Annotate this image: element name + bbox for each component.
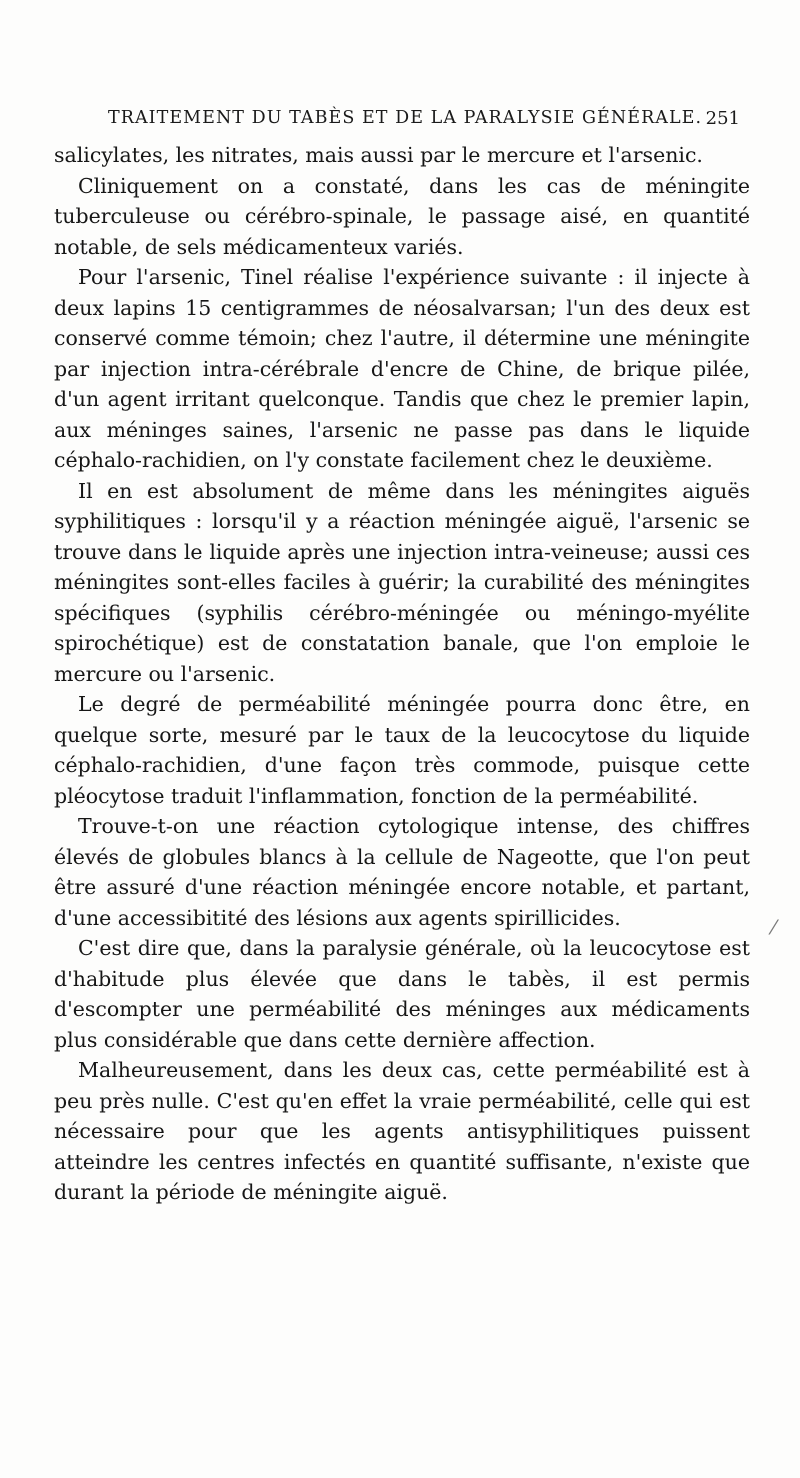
paragraph: Cliniquement on a constaté, dans les cas de méningite tuberculeuse ou cérébro-spinale, le passage aisé, en quantité notable, de sels médicamenteux variés. (54, 173, 750, 259)
body-text (54, 140, 750, 1208)
page-number: 251 (705, 108, 740, 129)
paragraph: Malheureusement, dans les deux cas, cette perméabilité est à peu près nulle. C'est qu'en effet la vraie perméabilité, celle qui est nécessaire pour que les agents antisyphilitiques puissent atteindre les centres infectés en quantité suffisante, n'existe que durant la période de méningite aiguë. (54, 1058, 750, 1204)
paragraph: Trouve-t-on une réaction cytologique intense, des chiffres élevés de globules blancs à la cellule de Nageotte, que l'on peut être assuré d'une réaction méningée encore notable, et partant, d'une accessibitité des lésions aux agents spirillicides. (54, 814, 750, 930)
paragraph-continuation: salicylates, les nitrates, mais aussi par le mercure et l'arsenic. (54, 143, 703, 167)
paragraph: C'est dire que, dans la paralysie générale, où la leucocytose est d'habitude plus élevée que dans le tabès, il est permis d'escompter une perméabilité des méninges aux médicaments plus considérable que dans cette dernière affection. (54, 936, 750, 1052)
running-header (108, 108, 740, 138)
paragraph: Il en est absolument de même dans les méningites aiguës syphilitiques : lorsqu'il y a réaction méningée aiguë, l'arsenic se trouve dans le liquide après une injection intra-veineuse; aussi ces méningites sont-elles faciles à guérir; la curabilité des méningites spécifiques (syphilis cérébro-méningée ou méningo-myélite spirochétique) est de constatation banale, que l'on emploie le mercure ou l'arsenic. (54, 478, 750, 686)
paragraph: Le degré de perméabilité méningée pourra donc être, en quelque sorte, mesuré par le taux de la leucocytose du liquide céphalo-rachidien, d'une façon très commode, puisque cette pléocytose traduit l'inflammation, fonction de la perméabilité. (54, 692, 750, 808)
running-title: TRAITEMENT DU TABÈS ET DE LA PARALYSIE GÉNÉRALE. (108, 108, 703, 128)
paragraph: Pour l'arsenic, Tinel réalise l'expérience suivante : il injecte à deux lapins 15 centigrammes de néosalvarsan; l'un des deux est conservé comme témoin; chez l'autre, il détermine une méningite par injection intra-cérébrale d'encre de Chine, de brique pilée, d'un agent irritant quelconque. Tandis que chez le premier lapin, aux méninges saines, l'arsenic ne passe pas dans le liquide céphalo-rachidien, on l'y constate facilement chez le deuxième. (54, 265, 750, 472)
margin-mark: ⁄ (772, 915, 776, 939)
